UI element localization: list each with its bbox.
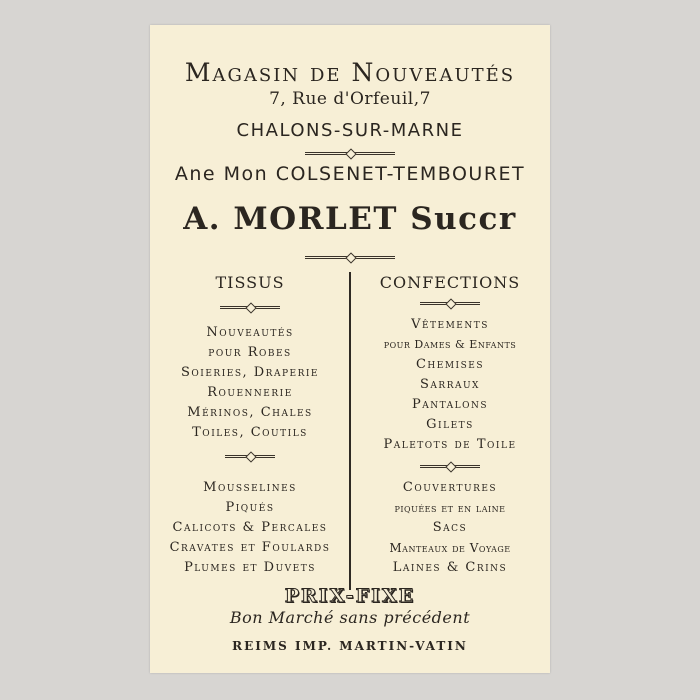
printer-credit: REIMS IMP. MARTIN-VATIN	[232, 639, 468, 653]
confections-list-1	[350, 315, 550, 455]
list-item: Vêtements	[411, 317, 489, 332]
prix-fixe-banner: PRIX-FIXE	[284, 585, 416, 607]
list-item: Manteaux de Voyage	[389, 541, 511, 555]
list-item: Sarraux	[420, 377, 480, 392]
confections-list-2	[350, 478, 550, 578]
list-item: piquées et en laine	[394, 501, 506, 515]
ornament-divider	[225, 455, 275, 458]
list-item: Mérinos, Chales	[187, 405, 313, 420]
list-item: Sacs	[432, 520, 468, 535]
tissus-header: TISSUS	[215, 273, 285, 292]
list-item: Nouveautés	[206, 325, 294, 340]
list-item: Plumes et Duvets	[184, 560, 316, 575]
list-item: Paletots de Toile	[383, 437, 517, 452]
ornament-divider	[220, 306, 280, 309]
tissus-list-2	[150, 478, 350, 578]
list-item: Couvertures	[402, 480, 498, 495]
shop-title: Magasin de Nouveautés	[184, 58, 516, 87]
trade-card	[150, 25, 550, 673]
list-item: Soieries, Draperie	[181, 365, 319, 380]
ornament-divider	[305, 256, 395, 259]
ornament-divider	[305, 152, 395, 155]
list-item: Laines & Crins	[392, 560, 508, 575]
list-item: Pantalons	[411, 397, 489, 412]
list-item: pour Dames & Enfants	[383, 338, 517, 351]
list-item: Calicots & Percales	[172, 520, 328, 535]
shop-city: CHALONS-SUR-MARNE	[236, 120, 464, 141]
list-item: Toiles, Coutils	[192, 425, 308, 440]
slogan: Bon Marché sans précédent	[229, 608, 471, 627]
list-item: Rouennerie	[207, 385, 293, 400]
ornament-divider	[420, 465, 480, 468]
tissus-list-1	[150, 323, 350, 443]
list-item: Gilets	[426, 417, 474, 432]
list-item: Mousselines	[203, 480, 297, 495]
list-item: pour Robes	[208, 345, 292, 360]
list-item: Piqués	[225, 500, 275, 515]
successor-name: A. MORLET Succr	[183, 201, 517, 237]
list-item: Cravates et Foulards	[169, 540, 331, 555]
confections-header: CONFECTIONS	[379, 273, 521, 292]
shop-address: 7, Rue d'Orfeuil,7	[269, 89, 431, 109]
ornament-divider	[420, 302, 480, 305]
former-owner: Ane Mon COLSENET-TEMBOURET	[174, 163, 526, 185]
list-item: Chemises	[415, 357, 485, 372]
